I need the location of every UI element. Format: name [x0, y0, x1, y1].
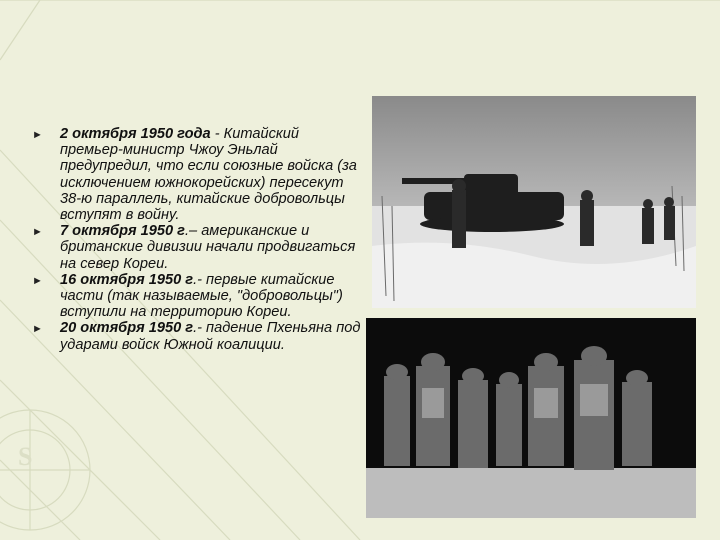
bullet-arrow-icon: ► [32, 129, 43, 141]
event-date: 16 октября 1950 г [60, 271, 194, 288]
event-item [32, 272, 362, 321]
event-date: 2 октября 1950 года [60, 126, 211, 142]
bullet-arrow-icon: ► [32, 226, 43, 239]
event-item [32, 223, 362, 272]
svg-text:S: S [18, 442, 33, 471]
event-date: 20 октября 1950 г [60, 320, 194, 337]
event-item [32, 126, 362, 223]
event-text: - Китайский премьер-министр Чжоу Эньлай предупредил, что если союзные войска (за исключением южнокорейских) пересекут 38-ю параллель, китайские добровольцы вступят в войну. [60, 126, 357, 224]
event-text: .– американские и британские дивизии начали продвигаться на север Кореи. [60, 223, 356, 272]
bullet-arrow-icon: ► [32, 274, 43, 287]
event-text: .- первые китайские части (так называемые, "добровольцы") вступили на территорию Кореи. [60, 271, 343, 321]
soldiers-night-photo [366, 318, 696, 518]
event-item [32, 320, 362, 352]
event-date: 7 октября 1950 г [60, 223, 185, 240]
tank-infantry-snow-photo [372, 96, 696, 308]
events-list [32, 126, 362, 353]
bullet-arrow-icon: ► [32, 323, 43, 336]
event-text: .- падение Пхеньяна под ударами войск Южной коалиции. [60, 320, 361, 353]
